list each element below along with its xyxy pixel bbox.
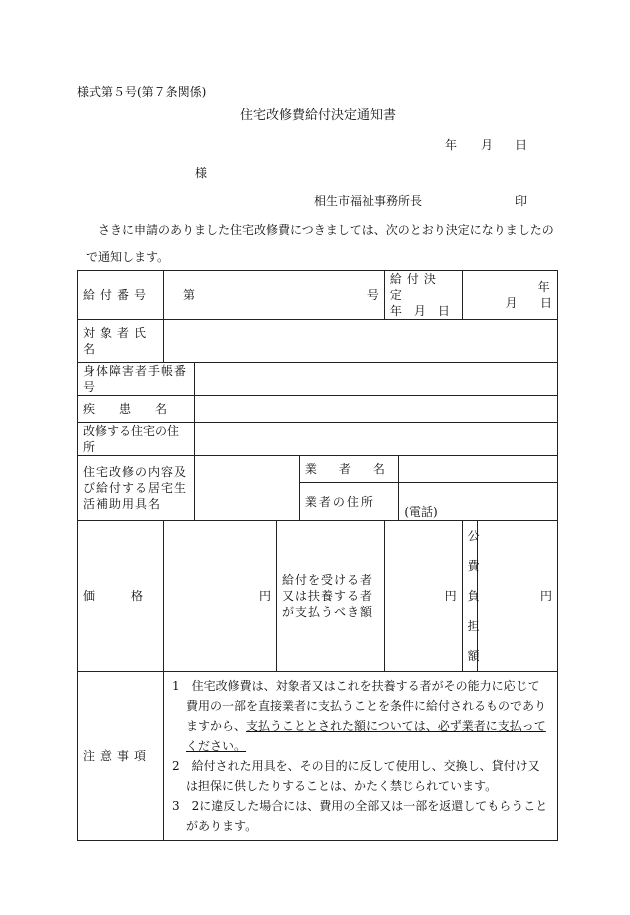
public-value — [478, 521, 558, 672]
disease-label: 疾 患 名 — [78, 396, 195, 423]
public-yen: 円 — [539, 589, 552, 603]
subject-name-value — [164, 320, 558, 363]
burden-value — [384, 521, 462, 672]
row-price — [78, 521, 558, 672]
burden-label — [277, 521, 385, 672]
date-day: 日 — [515, 138, 528, 152]
contractor-name-value — [399, 456, 558, 483]
note-1-text: 1 住宅改修費は、対象者又はこれを扶養する者がその能力に応じて費用の一部を直接業者に支払うことを条件に給付されるものでありますから、 — [172, 679, 547, 733]
notes-label: 注意事項 — [78, 672, 164, 841]
notification-form-table — [77, 270, 558, 841]
payment-no-suffix: 号 — [366, 288, 379, 302]
burden-label-2: 又は扶養する者 — [282, 589, 374, 603]
burden-label-3: が支払うべき額 — [282, 605, 374, 619]
address-label: 改修する住宅の住所 — [78, 423, 195, 456]
issuer-name: 相生市福祉事務所長 — [314, 194, 423, 208]
row-notes — [78, 672, 558, 841]
note-1 — [172, 676, 549, 756]
row-subject-name — [78, 320, 558, 363]
payment-no-label: 給付番号 — [78, 271, 164, 320]
row-content-contractor — [78, 456, 558, 483]
decision-date-value — [462, 271, 557, 320]
intro-line-2: で通知します。 — [86, 250, 170, 264]
decision-date-label — [384, 271, 462, 320]
notes-content — [164, 672, 558, 841]
decision-month: 月 — [505, 296, 518, 310]
date-year: 年 — [445, 138, 458, 152]
decision-date-label-2: 年 月 日 — [389, 304, 450, 318]
burden-label-1: 給付を受ける者 — [282, 573, 374, 587]
public-label-2: 負担額 — [467, 589, 480, 663]
document-title: 住宅改修費給付決定通知書 — [240, 108, 397, 123]
content-value — [195, 456, 300, 521]
disability-book-value — [195, 363, 558, 396]
row-address — [78, 423, 558, 456]
row-disease — [78, 396, 558, 423]
price-label: 価 格 — [78, 521, 164, 672]
payment-no-prefix: 第 — [183, 288, 196, 302]
addressee-suffix: 様 — [195, 166, 208, 180]
contractor-address-value — [399, 483, 558, 521]
payment-no-cell — [164, 271, 385, 320]
issuer-seal: 印 — [515, 194, 528, 208]
notes-list — [172, 676, 549, 836]
disease-value — [195, 396, 558, 423]
price-yen: 円 — [259, 589, 272, 603]
note-1-underlined: 支払うこととされた額については、必ず業者に支払ってください。 — [186, 719, 546, 753]
row-payment-number — [78, 271, 558, 320]
subject-name-label: 対象者氏名 — [78, 320, 164, 363]
note-3: 3 2に違反した場合には、費用の全部又は一部を返還してもらうことがあります。 — [172, 799, 548, 833]
content-label: 住宅改修の内容及び給付する居宅生活補助用具名 — [78, 456, 195, 521]
public-label — [462, 521, 492, 672]
contractor-address-label: 業者の住所 — [299, 483, 399, 521]
address-value — [195, 423, 558, 456]
disability-book-label: 身体障害者手帳番号 — [78, 363, 195, 396]
decision-date-label-1: 給付決定 — [389, 272, 441, 302]
public-label-1: 公 費 — [467, 529, 492, 573]
burden-yen: 円 — [444, 589, 457, 603]
phone-label: (電話) — [404, 505, 438, 519]
row-disability-book — [78, 363, 558, 396]
date-month: 月 — [481, 138, 494, 152]
form-number: 様式第５号(第７条関係) — [77, 85, 207, 99]
decision-year: 年 — [537, 280, 550, 294]
note-2: 2 給付された用具を、その目的に反して使用し、交換し、貸付け又は担保に供したりすることは、かたく禁じられています。 — [172, 759, 540, 793]
price-value — [164, 521, 277, 672]
intro-line-1: さきに申請のありました住宅改修費につきましては、次のとおり決定になりましたの — [98, 223, 554, 237]
decision-day: 日 — [539, 296, 552, 310]
contractor-name-label: 業 者 名 — [299, 456, 399, 483]
